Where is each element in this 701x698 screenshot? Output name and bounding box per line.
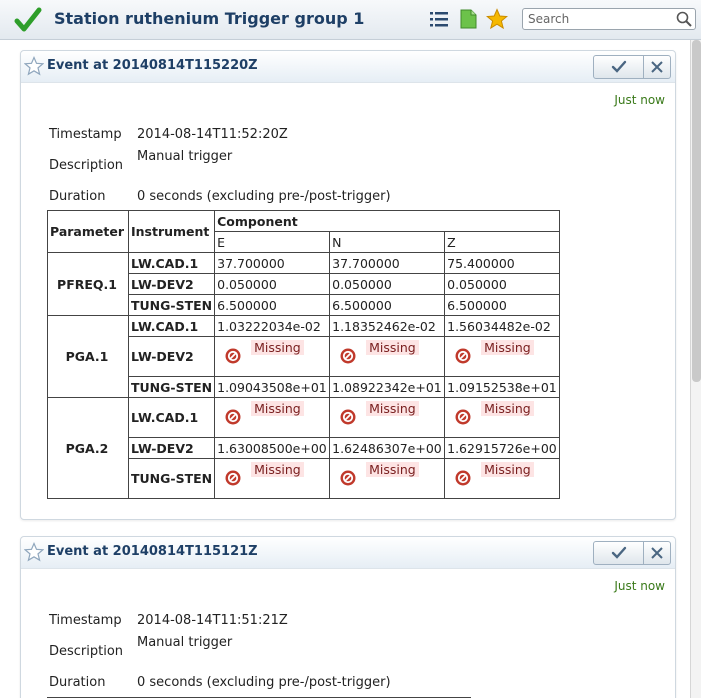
checkmark-icon xyxy=(14,6,42,34)
search-input[interactable] xyxy=(523,9,673,29)
description-label: Description xyxy=(49,644,124,659)
app-header xyxy=(0,0,701,40)
missing-indicator xyxy=(447,337,557,373)
instrument-cell: LW-DEV2 xyxy=(129,438,215,459)
event-actions xyxy=(593,541,671,565)
timestamp-value: 2014-08-14T11:52:20Z xyxy=(137,127,288,142)
missing-value-cell xyxy=(330,398,445,438)
table-row xyxy=(48,253,560,274)
event-timeago: Just now xyxy=(614,93,665,107)
event-list xyxy=(0,40,690,698)
no-entry-icon xyxy=(455,348,471,364)
value-cell: 1.62915726e+00 xyxy=(445,438,560,459)
acknowledge-button[interactable] xyxy=(594,56,644,78)
value-cell: 1.18352462e-02 xyxy=(330,316,445,337)
value-cell: 75.400000 xyxy=(445,253,560,274)
parameter-cell: PGA.1 xyxy=(48,316,129,398)
missing-indicator xyxy=(447,459,557,495)
timestamp-value: 2014-08-14T11:51:21Z xyxy=(137,613,288,628)
duration-value: 0 seconds (excluding pre-/post-trigger) xyxy=(137,675,391,690)
missing-indicator xyxy=(332,398,442,434)
value-cell: 0.050000 xyxy=(445,274,560,295)
dismiss-button[interactable] xyxy=(644,542,670,564)
instrument-cell: LW.CAD.1 xyxy=(129,316,215,337)
checkmark-icon xyxy=(611,546,627,560)
parameter-cell: PGA.2 xyxy=(48,398,129,499)
value-cell: 0.050000 xyxy=(215,274,330,295)
value-cell: 1.09043508e+01 xyxy=(215,377,330,398)
missing-value-cell xyxy=(445,459,560,499)
no-entry-icon xyxy=(340,409,356,425)
event-card-header xyxy=(21,51,675,83)
missing-indicator xyxy=(217,337,327,373)
timestamp-label: Timestamp xyxy=(49,613,122,628)
description-value: Manual trigger xyxy=(137,149,233,164)
value-cell: 37.700000 xyxy=(330,253,445,274)
column-header-instrument: Instrument xyxy=(129,211,215,253)
measurements-table xyxy=(47,210,560,499)
value-cell: 1.62486307e+00 xyxy=(330,438,445,459)
instrument-cell: LW-DEV2 xyxy=(129,337,215,377)
scrollbar-thumb[interactable] xyxy=(692,40,701,382)
value-cell: 6.500000 xyxy=(445,295,560,316)
component-header: E xyxy=(215,232,330,253)
star-outline-icon[interactable] xyxy=(24,542,44,562)
missing-indicator xyxy=(217,398,327,434)
missing-value-cell xyxy=(215,398,330,438)
missing-value-cell xyxy=(215,337,330,377)
missing-value-cell xyxy=(330,337,445,377)
timestamp-label: Timestamp xyxy=(49,127,122,142)
missing-label: Missing xyxy=(481,340,534,355)
page-title: Station ruthenium Trigger group 1 xyxy=(54,9,365,28)
no-entry-icon xyxy=(340,470,356,486)
checkmark-icon xyxy=(611,60,627,74)
value-cell: 37.700000 xyxy=(215,253,330,274)
list-icon[interactable] xyxy=(428,8,450,30)
event-actions xyxy=(593,55,671,79)
event-title: Event at 20140814T115220Z xyxy=(47,58,258,73)
no-entry-icon xyxy=(340,348,356,364)
table-row xyxy=(48,398,560,438)
no-entry-icon xyxy=(225,409,241,425)
event-timeago: Just now xyxy=(614,579,665,593)
missing-value-cell xyxy=(215,459,330,499)
column-header-component: Component xyxy=(215,211,560,232)
no-entry-icon xyxy=(455,470,471,486)
instrument-cell: LW.CAD.1 xyxy=(129,253,215,274)
missing-indicator xyxy=(332,459,442,495)
value-cell: 1.09152538e+01 xyxy=(445,377,560,398)
table-row xyxy=(48,316,560,337)
instrument-cell: LW.CAD.1 xyxy=(129,398,215,438)
search-icon[interactable] xyxy=(675,10,693,28)
search-box[interactable] xyxy=(522,8,696,30)
value-cell: 6.500000 xyxy=(330,295,445,316)
dismiss-button[interactable] xyxy=(644,56,670,78)
close-icon xyxy=(651,547,663,559)
instrument-cell: TUNG-STEN xyxy=(129,459,215,499)
value-cell: 1.63008500e+00 xyxy=(215,438,330,459)
missing-value-cell xyxy=(445,337,560,377)
event-card xyxy=(20,50,676,520)
missing-indicator xyxy=(447,398,557,434)
missing-label: Missing xyxy=(366,401,419,416)
missing-value-cell xyxy=(445,398,560,438)
column-header-parameter: Parameter xyxy=(48,211,129,253)
missing-label: Missing xyxy=(481,401,534,416)
value-cell: 1.03222034e-02 xyxy=(215,316,330,337)
event-card-header xyxy=(21,537,675,569)
missing-label: Missing xyxy=(366,462,419,477)
document-icon[interactable] xyxy=(457,8,479,30)
value-cell: 1.08922342e+01 xyxy=(330,377,445,398)
missing-indicator xyxy=(217,459,327,495)
duration-label: Duration xyxy=(49,675,106,690)
close-icon xyxy=(651,61,663,73)
missing-label: Missing xyxy=(251,340,304,355)
missing-label: Missing xyxy=(481,462,534,477)
star-favorite-icon[interactable] xyxy=(486,8,508,30)
missing-label: Missing xyxy=(366,340,419,355)
description-value: Manual trigger xyxy=(137,635,233,650)
description-label: Description xyxy=(49,158,124,173)
component-header: Z xyxy=(445,232,560,253)
event-card xyxy=(20,536,676,698)
duration-value: 0 seconds (excluding pre-/post-trigger) xyxy=(137,189,391,204)
missing-label: Missing xyxy=(251,462,304,477)
missing-label: Missing xyxy=(251,401,304,416)
no-entry-icon xyxy=(225,470,241,486)
value-cell: 0.050000 xyxy=(330,274,445,295)
star-outline-icon[interactable] xyxy=(24,56,44,76)
component-header: N xyxy=(330,232,445,253)
value-cell: 6.500000 xyxy=(215,295,330,316)
parameter-cell: PFREQ.1 xyxy=(48,253,129,316)
instrument-cell: TUNG-STEN xyxy=(129,377,215,398)
no-entry-icon xyxy=(455,409,471,425)
missing-value-cell xyxy=(330,459,445,499)
acknowledge-button[interactable] xyxy=(594,542,644,564)
no-entry-icon xyxy=(225,348,241,364)
event-title: Event at 20140814T115121Z xyxy=(47,544,258,559)
missing-indicator xyxy=(332,337,442,373)
value-cell: 1.56034482e-02 xyxy=(445,316,560,337)
instrument-cell: TUNG-STEN xyxy=(129,295,215,316)
instrument-cell: LW-DEV2 xyxy=(129,274,215,295)
duration-label: Duration xyxy=(49,189,106,204)
scrollbar[interactable] xyxy=(690,40,701,698)
